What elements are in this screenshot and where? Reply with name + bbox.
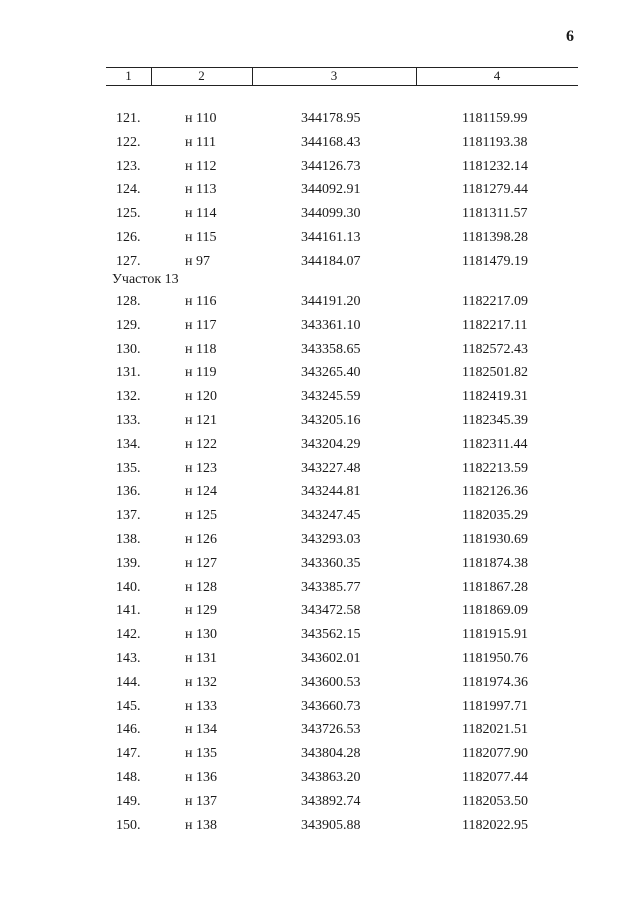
row-number: 138. xyxy=(116,532,141,547)
row-number: 145. xyxy=(116,698,141,714)
table-row xyxy=(0,601,639,621)
row-number: 148. xyxy=(116,770,141,785)
table-row xyxy=(0,625,639,645)
coord-x: 343892.74 xyxy=(301,793,361,809)
coord-x: 344191.20 xyxy=(301,294,361,309)
row-number: 136. xyxy=(116,484,141,500)
coord-x: 343205.16 xyxy=(301,413,361,428)
section-label: Участок 13 xyxy=(112,272,179,287)
table-row xyxy=(0,435,639,455)
table-row xyxy=(0,459,639,479)
coord-y: 1182022.95 xyxy=(462,817,528,833)
point-name: н 138 xyxy=(185,817,217,833)
point-name: н 120 xyxy=(185,389,217,405)
point-name: н 115 xyxy=(185,230,217,245)
coord-y: 1182311.44 xyxy=(462,436,528,452)
table-row xyxy=(0,204,639,224)
table-header xyxy=(106,67,578,86)
coord-x: 343660.73 xyxy=(301,698,361,714)
header-col-4: 4 xyxy=(493,68,501,83)
coord-x: 343600.53 xyxy=(301,674,361,690)
point-name: н 124 xyxy=(185,484,217,500)
coord-y: 1182053.50 xyxy=(462,793,528,809)
coord-x: 343562.15 xyxy=(301,627,361,643)
point-name: н 114 xyxy=(185,206,217,222)
table-row xyxy=(0,109,639,129)
point-name: н 129 xyxy=(185,603,217,619)
coord-y: 1181930.69 xyxy=(462,532,528,547)
coord-x: 344126.73 xyxy=(301,158,361,174)
table-row xyxy=(0,316,639,336)
coord-x: 343905.88 xyxy=(301,817,361,833)
coord-x: 344184.07 xyxy=(301,253,361,269)
point-name: н 127 xyxy=(185,555,217,571)
point-name: н 137 xyxy=(185,793,217,809)
row-number: 149. xyxy=(116,793,141,809)
point-name: н 117 xyxy=(185,317,217,333)
coord-x: 344168.43 xyxy=(301,134,361,150)
point-name: н 122 xyxy=(185,436,217,452)
table-row xyxy=(0,157,639,177)
point-name: н 131 xyxy=(185,651,217,666)
point-name: н 121 xyxy=(185,413,217,428)
table-row xyxy=(0,792,639,812)
row-number: 141. xyxy=(116,603,141,619)
table-row xyxy=(0,578,639,598)
point-name: н 111 xyxy=(185,134,216,150)
coord-y: 1182021.51 xyxy=(462,722,528,738)
row-number: 146. xyxy=(116,722,141,738)
point-name: н 112 xyxy=(185,158,217,174)
coord-y: 1182126.36 xyxy=(462,484,528,500)
coord-x: 343227.48 xyxy=(301,460,361,476)
coord-y: 1182572.43 xyxy=(462,341,528,357)
coord-x: 344161.13 xyxy=(301,230,361,245)
header-col-2: 2 xyxy=(198,68,205,83)
table-row xyxy=(0,292,639,312)
coord-y: 1182077.90 xyxy=(462,746,528,762)
table-row xyxy=(0,649,639,669)
row-number: 126. xyxy=(116,230,141,245)
coord-x: 343293.03 xyxy=(301,532,361,547)
coord-y: 1181874.38 xyxy=(462,555,528,571)
coord-y: 1181997.71 xyxy=(462,698,528,714)
table-row xyxy=(0,816,639,836)
coord-x: 344092.91 xyxy=(301,182,361,198)
table-row xyxy=(0,768,639,788)
row-number: 134. xyxy=(116,436,141,452)
row-number: 137. xyxy=(116,508,141,524)
coord-y: 1181974.36 xyxy=(462,674,528,690)
row-number: 135. xyxy=(116,460,141,476)
point-name: н 97 xyxy=(185,253,210,269)
point-name: н 130 xyxy=(185,627,217,643)
row-number: 144. xyxy=(116,674,141,690)
row-number: 121. xyxy=(116,111,141,126)
coord-x: 343602.01 xyxy=(301,651,361,666)
coord-y: 1182213.59 xyxy=(462,460,528,476)
coord-y: 1181479.19 xyxy=(462,253,528,269)
row-number: 131. xyxy=(116,365,141,381)
coord-y: 1182419.31 xyxy=(462,389,528,405)
header-col-3: 3 xyxy=(330,68,338,83)
row-number: 147. xyxy=(116,746,141,762)
coord-x: 344178.95 xyxy=(301,111,361,126)
table-row xyxy=(0,180,639,200)
table-row xyxy=(0,673,639,693)
table-row xyxy=(0,228,639,248)
point-name: н 123 xyxy=(185,460,217,476)
row-number: 140. xyxy=(116,579,141,595)
coord-y: 1182217.09 xyxy=(462,294,528,309)
coord-x: 343265.40 xyxy=(301,365,361,381)
row-number: 127. xyxy=(116,253,141,269)
table-row xyxy=(0,363,639,383)
row-number: 133. xyxy=(116,413,141,428)
row-number: 130. xyxy=(116,341,141,357)
table-row xyxy=(0,482,639,502)
coord-y: 1181279.44 xyxy=(462,182,528,198)
coord-y: 1182345.39 xyxy=(462,413,528,428)
coord-x: 343360.35 xyxy=(301,555,361,571)
coord-y: 1182077.44 xyxy=(462,770,528,785)
point-name: н 136 xyxy=(185,770,217,785)
coord-y: 1181232.14 xyxy=(462,158,528,174)
coord-x: 343385.77 xyxy=(301,579,361,595)
row-number: 142. xyxy=(116,627,141,643)
coord-x: 343804.28 xyxy=(301,746,361,762)
coord-x: 343204.29 xyxy=(301,436,361,452)
row-number: 128. xyxy=(116,294,141,309)
table-row xyxy=(0,697,639,717)
table-row xyxy=(0,720,639,740)
coord-x: 343361.10 xyxy=(301,317,361,333)
coord-y: 1182501.82 xyxy=(462,365,528,381)
coord-y: 1181398.28 xyxy=(462,230,528,245)
point-name: н 126 xyxy=(185,532,217,547)
point-name: н 125 xyxy=(185,508,217,524)
row-number: 123. xyxy=(116,158,141,174)
coord-y: 1181311.57 xyxy=(462,206,528,222)
table-row xyxy=(0,387,639,407)
coord-x: 343358.65 xyxy=(301,341,361,357)
row-number: 122. xyxy=(116,134,141,150)
coord-y: 1181867.28 xyxy=(462,579,528,595)
table-row xyxy=(0,506,639,526)
coord-x: 344099.30 xyxy=(301,206,361,222)
point-name: н 110 xyxy=(185,111,217,126)
row-number: 124. xyxy=(116,182,141,198)
point-name: н 128 xyxy=(185,579,217,595)
coord-y: 1181950.76 xyxy=(462,651,528,666)
coord-y: 1181159.99 xyxy=(462,111,528,126)
coord-y: 1182217.11 xyxy=(462,317,528,333)
coord-y: 1181915.91 xyxy=(462,627,528,643)
point-name: н 119 xyxy=(185,365,217,381)
table-row xyxy=(0,411,639,431)
row-number: 132. xyxy=(116,389,141,405)
table-row xyxy=(0,340,639,360)
row-number: 143. xyxy=(116,651,141,666)
table-row xyxy=(0,530,639,550)
point-name: н 116 xyxy=(185,294,217,309)
point-name: н 113 xyxy=(185,182,217,198)
row-number: 129. xyxy=(116,317,141,333)
coord-x: 343863.20 xyxy=(301,770,361,785)
coord-x: 343726.53 xyxy=(301,722,361,738)
header-col-1: 1 xyxy=(125,68,132,83)
coord-y: 1181869.09 xyxy=(462,603,528,619)
point-name: н 133 xyxy=(185,698,217,714)
row-number: 150. xyxy=(116,817,141,833)
point-name: н 134 xyxy=(185,722,217,738)
table-row xyxy=(0,744,639,764)
point-name: н 135 xyxy=(185,746,217,762)
row-number: 125. xyxy=(116,206,141,222)
table-row xyxy=(0,252,639,272)
table-row xyxy=(0,133,639,153)
point-name: н 132 xyxy=(185,674,217,690)
coord-x: 343247.45 xyxy=(301,508,361,524)
point-name: н 118 xyxy=(185,341,217,357)
coord-y: 1182035.29 xyxy=(462,508,528,524)
coord-y: 1181193.38 xyxy=(462,134,528,150)
coord-x: 343244.81 xyxy=(301,484,361,500)
coord-x: 343472.58 xyxy=(301,603,361,619)
coord-x: 343245.59 xyxy=(301,389,361,405)
page-number: 6 xyxy=(566,28,574,45)
row-number: 139. xyxy=(116,555,141,571)
table-row xyxy=(0,554,639,574)
